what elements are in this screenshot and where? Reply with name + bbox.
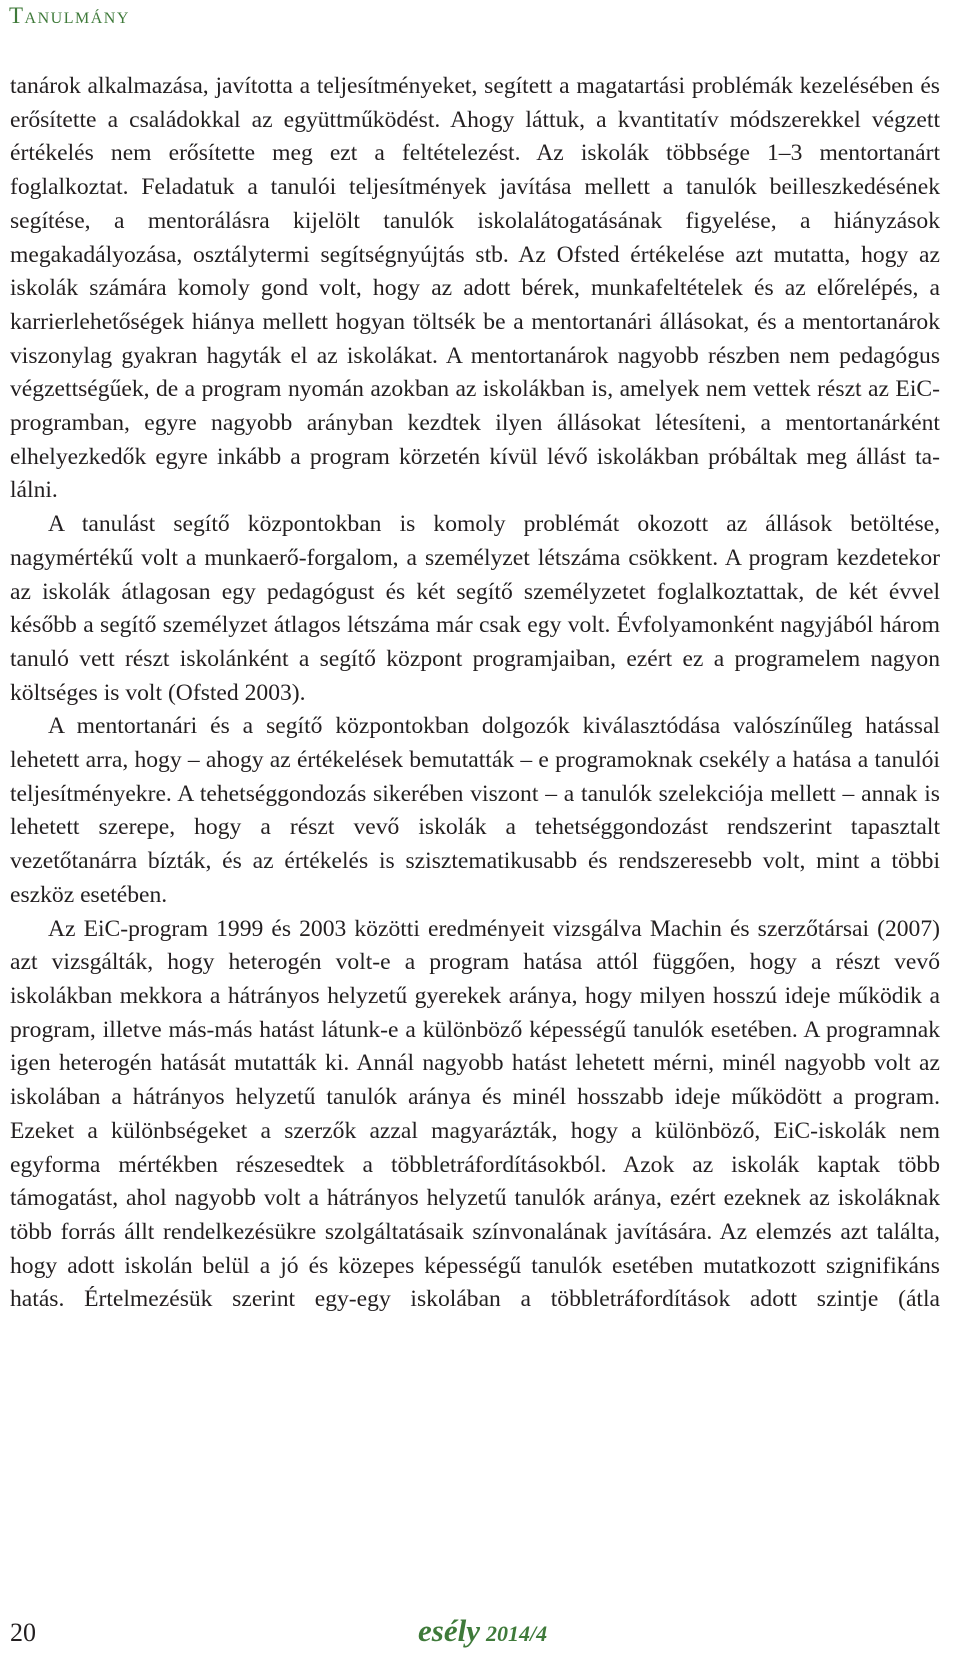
paragraph-2: A tanulást segítő központokban is komoly problémát okozott az állások betöltése, nagymértékű volt a munkaerő-forgalom, a személyzet létszáma csökkent. A program kezdetekor az iskolák átlagosan egy pedagógust és két segítő személyzetet foglalkoztattak, de két évvel később a segítő személyzet átlagos létszáma már csak egy volt. Évfolyamonként nagyjából három tanuló vett részt iskolánként a segítő központ programjaiban, ezért ez a programelem nagyon költséges is volt (Ofsted 2003). bbox=[10, 511, 940, 706]
journal-mark bbox=[418, 1613, 547, 1649]
section-header: Tanulmány bbox=[9, 3, 130, 28]
article-body bbox=[10, 70, 940, 1317]
paragraph-1: tanárok alkalmazása, javította a teljesítményeket, segített a magatartási problémák kezelésében és erősítette a családokkal az együttműködést. Ahogy láttuk, a kvantitatív módszerekkel végzett értékelés nem erősítette meg ezt a feltételezést. Az iskolák többsége 1–3 mentortanárt foglalkoztat. Feladatuk a tanulói teljesítmények javítása mellett a tanulók beilleszkedésének segítése, a mentorálásra kijelölt tanulók iskolalátogatásának figyelése, a hiányzások megakadályozása, osztálytermi segítségnyújtás stb. Az Ofsted értékelése azt mutatta, hogy az iskolák számára komoly gond volt, hogy az adott bérek, munkafeltételek és az előrelépés, a karrierlehetőségek hiánya mellett hogyan töltsék be a mentortanári állásokat, és a mentortanárok viszonylag gyakran hagyták el az iskolákat. A mentortanárok nagyobb részben nem pedagógus végzettségűek, de a program nyomán azokban az iskolákban is, amelyek nem vettek részt az EiC-programban, egyre nagyobb arányban kezdtek ilyen állásokat létesíteni, a mentortanárként elhelyezkedők egyre inkább a program körzetén kívül lévő iskolákban próbáltak meg állást találni. bbox=[10, 73, 940, 504]
journal-name: esély bbox=[418, 1613, 480, 1648]
page-number: 20 bbox=[10, 1618, 36, 1647]
paragraph-4: Az EiC-program 1999 és 2003 közötti eredményeit vizsgálva Machin és szerzőtársai (2007) azt vizsgálták, hogy heterogén volt-e a program hatása attól függően, hogy a részt vevő iskolákban mekkora a hátrányos helyzetű gyerekek aránya, hogy milyen hosszú ideje működik a program, illetve más-más hatást látunk-e a különböző képességű tanulók esetében. A programnak igen heterogén hatását mutatták ki. Annál nagyobb hatást lehetett mérni, minél nagyobb volt az iskolában a hátrányos helyzetű tanulók aránya és minél hosszabb ideje működött a program. Ezeket a különbségeket a szerzők azzal magyarázták, hogy a különböző, EiC-iskolák nem egyforma mértékben részesedtek a többletráfordításokból. Azok az iskolák kaptak több támogatást, ahol nagyobb volt a hátrányos helyzetű tanulók aránya, ezért ezeknek az iskoláknak több forrás állt rendelkezésükre szolgáltatásaik színvonalának javítására. Az elemzés azt találta, hogy adott iskolán belül a jó és közepes képességű tanulók esetében mutatkozott szignifikáns hatás. Értelmezésük szerint egy-egy iskolában a többletráfordítások adott szintje (átla bbox=[10, 915, 940, 1313]
paragraph-3: A mentortanári és a segítő központokban dolgozók kiválasztódása valószínűleg hatással lehetett arra, hogy – ahogy az értékelések bemutatták – e programoknak csekély a hatása a tanulói teljesítményekre. A tehetséggondozás sikerében viszont – a tanulók szelekciója mellett – annak is lehetett szerepe, hogy a részt vevő iskolák a tehetséggondozást rendszerint tapasztalt vezetőtanárra bízták, és az értékelés is szisztematikusabb és rendszeresebb volt, mint a többi eszköz esetében. bbox=[10, 713, 940, 908]
journal-issue: 2014/4 bbox=[485, 1621, 548, 1646]
